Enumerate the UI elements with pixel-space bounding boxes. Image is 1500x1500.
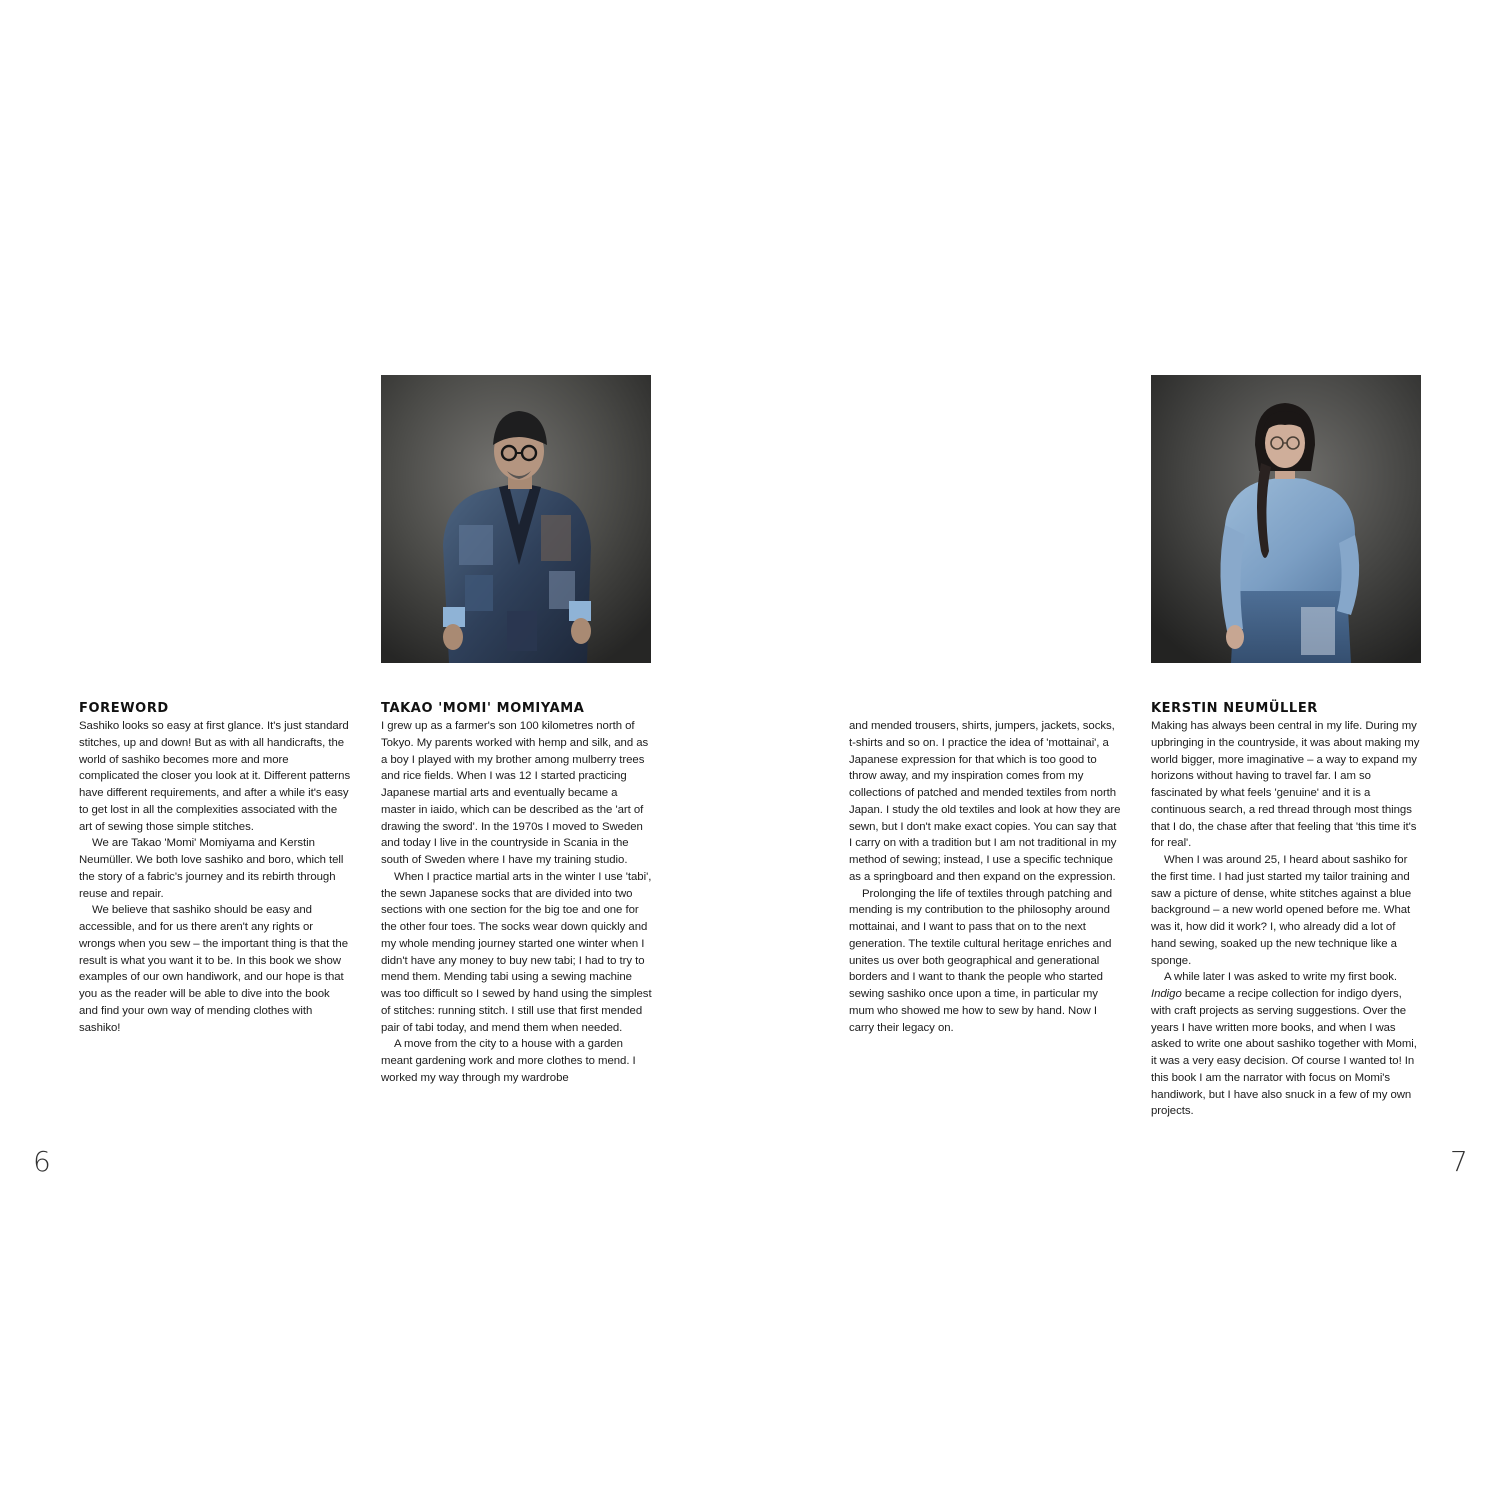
portrait-photo-momi <box>381 375 651 663</box>
portrait-photo-kerstin <box>1151 375 1421 663</box>
page-number-left: 6 <box>33 1145 51 1178</box>
momi-continued-paragraph-2: Prolonging the life of textiles through patching and mending is my contribution to the philosophy around mottainai, and I want to pass that on to the next generation. The textile cultural heritage enriches and unites us over both geographical and generational borders and I want to thank the people who started sewing sashiko once upon a time, in particular my mum who showed me how to sew by hand. Now I carry their legacy on. <box>849 887 1113 1034</box>
foreword-column <box>79 700 351 1036</box>
kerstin-paragraph-3-start: A while later I was asked to write my first book. <box>1164 971 1398 984</box>
book-title-indigo: Indigo <box>1151 988 1182 1000</box>
momi-continued-paragraph-1: and mended trousers, shirts, jumpers, jackets, socks, t-shirts and so on. I practice the idea of 'mottainai', a Japanese expression for that which is too good to throw away, and my inspiration comes from my collections of patched and mended textiles from north Japan. I study the old textiles and look at how they are sewn, but I don't make exact copies. You can say that I carry on with a tradition but I am not traditional in my method of sewing; instead, I use a specific technique as a springboard and then expand on the expression. <box>849 720 1121 883</box>
momi-paragraph-2: When I practice martial arts in the winter I use 'tabi', the sewn Japanese socks that are divided into two sections with one section for the big toe and one for the other four toes. The socks wear down quickly and my whole mending journey started one winter when I didn't have any money to buy new tabi; I had to try to mend them. Mending tabi using a sewing machine was too difficult so I sewed by hand using the simplest of stitches: running stitch. I still use that first mended pair of tabi today, and mend them when needed. <box>381 870 652 1034</box>
portrait-momi-graphic <box>381 375 651 663</box>
momi-paragraph-1: I grew up as a farmer's son 100 kilometres north of Tokyo. My parents worked with hemp and silk, and as a boy I played with my brother among mulberry trees and rice fields. When I was 12 I started practicing Japanese martial arts and eventually became a master in iaido, which can be described as the 'art of drawing the sword'. In the 1970s I moved to Sweden and today I live in the countryside in Scania in the south of Sweden where I have my training studio. <box>381 720 649 866</box>
foreword-paragraph-1: Sashiko looks so easy at first glance. It's just standard stitches, up and down! But as with all handicrafts, the world of sashiko becomes more and more complicated the closer you look at it. Different patterns have different requirements, and after a while it's easy to get lost in all the complexities associated with the art of sewing those simple stitches. <box>79 720 351 833</box>
foreword-paragraph-2: We are Takao 'Momi' Momiyama and Kerstin Neumüller. We both love sashiko and boro, which tell the story of a fabric's journey and its rebirth through reuse and repair. <box>79 837 344 900</box>
page-number-right: 7 <box>1450 1145 1468 1178</box>
kerstin-paragraph-3-end: became a recipe collection for indigo dyers, with craft projects as serving suggestions. Over the years I have written more books, and when I was asked to write one about sashiko together with Momi, it was a very easy decision. Of course I wanted to! In this book I am the narrator with focus on Momi's handiwork, but I have also snuck in a few of my own projects. <box>1151 988 1417 1118</box>
kerstin-paragraph-3 <box>1151 969 1423 1120</box>
momi-continued-column <box>849 718 1121 1036</box>
foreword-heading: FOREWORD <box>79 701 169 716</box>
portrait-kerstin-graphic <box>1151 375 1421 663</box>
kerstin-column <box>1151 700 1423 1120</box>
momi-heading: TAKAO 'MOMI' MOMIYAMA <box>381 701 585 716</box>
foreword-paragraph-3: We believe that sashiko should be easy and accessible, and for us there aren't any rights or wrongs when you sew – the important thing is that the result is what you want it to be. In this book we show examples of our own handiwork, and our hope is that you as the reader will be able to dive into the book and find your own way of mending clothes with sashiko! <box>79 904 348 1034</box>
kerstin-paragraph-1: Making has always been central in my life. During my upbringing in the countryside, it was about making my world bigger, more imaginative – a way to expand my horizons without having to travel far. I am so fascinated by what feels 'genuine' and it is a continuous search, a red thread through most things that I do, the chase after that feeling that 'this time it's for real'. <box>1151 720 1420 850</box>
kerstin-heading: KERSTIN NEUMÜLLER <box>1151 701 1318 716</box>
momi-paragraph-3: A move from the city to a house with a garden meant gardening work and more clothes to mend. I worked my way through my wardrobe <box>381 1038 636 1084</box>
kerstin-paragraph-2: When I was around 25, I heard about sashiko for the first time. I had just started my tailor training and saw a picture of dense, white stitches against a blue background – a new world opened before me. What was it, how did it work? I, who already did a lot of hand sewing, soaked up the new technique like a sponge. <box>1151 854 1412 967</box>
momi-column <box>381 700 653 1087</box>
